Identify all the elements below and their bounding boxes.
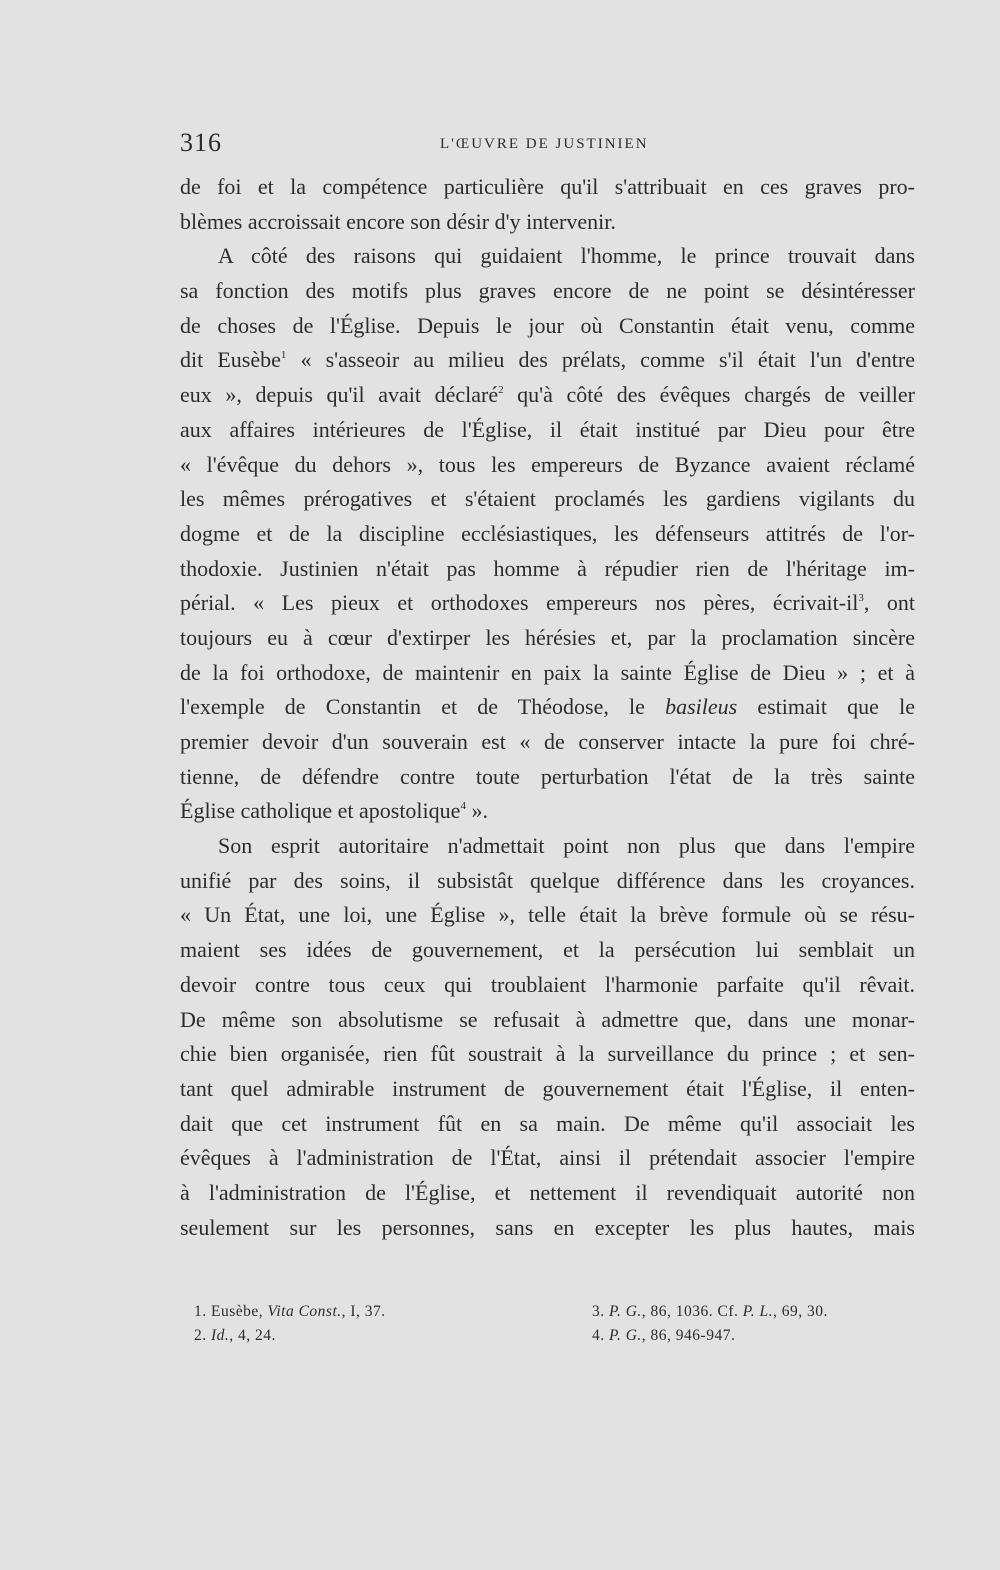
text-line: à l'administration de l'Église, et nettement il revendiquait autorité non	[180, 1179, 915, 1205]
footnote-text: 4.	[592, 1327, 609, 1344]
body-text	[180, 170, 915, 1245]
text-run: Église catholique et apostolique	[180, 798, 461, 824]
text-line: de la foi orthodoxe, de maintenir en paix la sainte Église de Dieu » ; et à	[180, 659, 915, 685]
text-run: , ont	[863, 590, 915, 616]
footnote-text: 3.	[592, 1303, 609, 1320]
footnote-text: , I, 37.	[341, 1303, 386, 1320]
footnote-3	[592, 1300, 828, 1324]
footnote-text: 2.	[194, 1327, 211, 1344]
text-line	[180, 586, 915, 621]
text-line: De même son absolutisme se refusait à admettre que, dans une monar-	[180, 1006, 915, 1032]
footnote-1	[194, 1300, 386, 1324]
text-line: unifié par des soins, il subsistât quelque différence dans les croyances.	[180, 867, 915, 893]
footnote-text: , 4, 24.	[229, 1327, 276, 1344]
text-line: thodoxie. Justinien n'était pas homme à répudier rien de l'héritage im-	[180, 555, 915, 581]
text-line	[180, 378, 915, 413]
footnotes-right-column	[592, 1300, 828, 1348]
text-line: aux affaires intérieures de l'Église, il était institué par Dieu pour être	[180, 416, 915, 442]
text-run: ».	[465, 798, 488, 824]
footnote-ref-4: 4	[460, 800, 466, 813]
text-line: tant quel admirable instrument de gouvernement était l'Église, il enten-	[180, 1075, 915, 1101]
text-line: chie bien organisée, rien fût soustrait à la surveillance du prince ; et sen-	[180, 1041, 915, 1067]
text-run: l'exemple de Constantin et de Théodose, le	[180, 694, 666, 720]
footnotes-left-column	[194, 1300, 386, 1348]
footnote-ref-2: 2	[498, 384, 504, 397]
text-line: dogme et de la discipline ecclésiastiques, les défenseurs attitrés de l'or-	[180, 520, 915, 546]
text-run: « s'asseoir au milieu des prélats, comme s'il était l'un d'entre	[286, 347, 915, 373]
text-run: estimait que le	[737, 694, 915, 720]
italic-term: basileus	[665, 694, 738, 720]
text-line: de foi et la compétence particulière qu'il s'attribuait en ces graves pro-	[180, 174, 915, 199]
text-line: toujours eu à cœur d'extirper les hérésies et, par la proclamation sincère	[180, 624, 915, 650]
page-header	[180, 128, 915, 160]
footnote-ref-3: 3	[858, 592, 864, 605]
text-line	[180, 343, 915, 378]
text-line	[180, 794, 915, 829]
text-line: sa fonction des motifs plus graves encore de ne point se désintéresser	[180, 278, 915, 304]
footnote-text: , 86, 1036. Cf.	[641, 1303, 743, 1320]
text-line: Son esprit autoritaire n'admettait point non plus que dans l'empire	[218, 833, 915, 859]
footnote-text: , 69, 30.	[773, 1303, 828, 1320]
text-line: premier devoir d'un souverain est « de conserver intacte la pure foi chré-	[180, 729, 915, 754]
footnote-2	[194, 1324, 386, 1348]
text-line: de choses de l'Église. Depuis le jour où Constantin était venu, comme	[180, 312, 915, 338]
text-line: blèmes accroissait encore son désir d'y intervenir.	[180, 208, 616, 234]
text-run: qu'à côté des évêques chargés de veiller	[503, 382, 915, 408]
text-line: A côté des raisons qui guidaient l'homme, le prince trouvait dans	[218, 243, 915, 269]
text-line	[180, 690, 915, 725]
text-run: dit Eusèbe	[180, 347, 281, 373]
text-line: maient ses idées de gouvernement, et la persécution lui semblait un	[180, 937, 915, 963]
text-line: « Un État, une loi, une Église », telle était la brève formule où se résu-	[180, 902, 915, 928]
footnote-title: Id.	[211, 1327, 230, 1344]
text-line: évêques à l'administration de l'État, ainsi il prétendait associer l'empire	[180, 1145, 915, 1171]
text-run: périal. « Les pieux et orthodoxes empereurs nos pères, écrivait-il	[180, 590, 859, 616]
footnote-ref-1: 1	[280, 349, 287, 362]
page-number: 316	[180, 128, 222, 157]
text-line: devoir contre tous ceux qui troublaient l'harmonie parfaite qu'il rêvait.	[180, 971, 915, 997]
text-line: dait que cet instrument fût en sa main. De même qu'il associait les	[180, 1110, 915, 1136]
footnote-title: Vita Const.	[267, 1303, 342, 1320]
text-line: « l'évêque du dehors », tous les empereurs de Byzance avaient réclamé	[180, 451, 915, 477]
text-line: tienne, de défendre contre toute perturbation l'état de la très sainte	[180, 763, 915, 789]
text-line: seulement sur les personnes, sans en excepter les plus hautes, mais	[180, 1214, 915, 1240]
footnote-text: 1. Eusèbe,	[194, 1303, 268, 1320]
text-run: eux », depuis qu'il avait déclaré	[180, 382, 499, 408]
footnote-4	[592, 1324, 828, 1348]
text-line: les mêmes prérogatives et s'étaient proclamés les gardiens vigilants du	[180, 486, 915, 512]
footnote-title: P. L.	[742, 1303, 774, 1320]
running-title: L'ŒUVRE DE JUSTINIEN	[440, 136, 649, 152]
footnote-title: P. G.	[609, 1327, 642, 1344]
footnote-title: P. G.	[609, 1303, 642, 1320]
footnote-text: , 86, 946-947.	[641, 1327, 736, 1344]
